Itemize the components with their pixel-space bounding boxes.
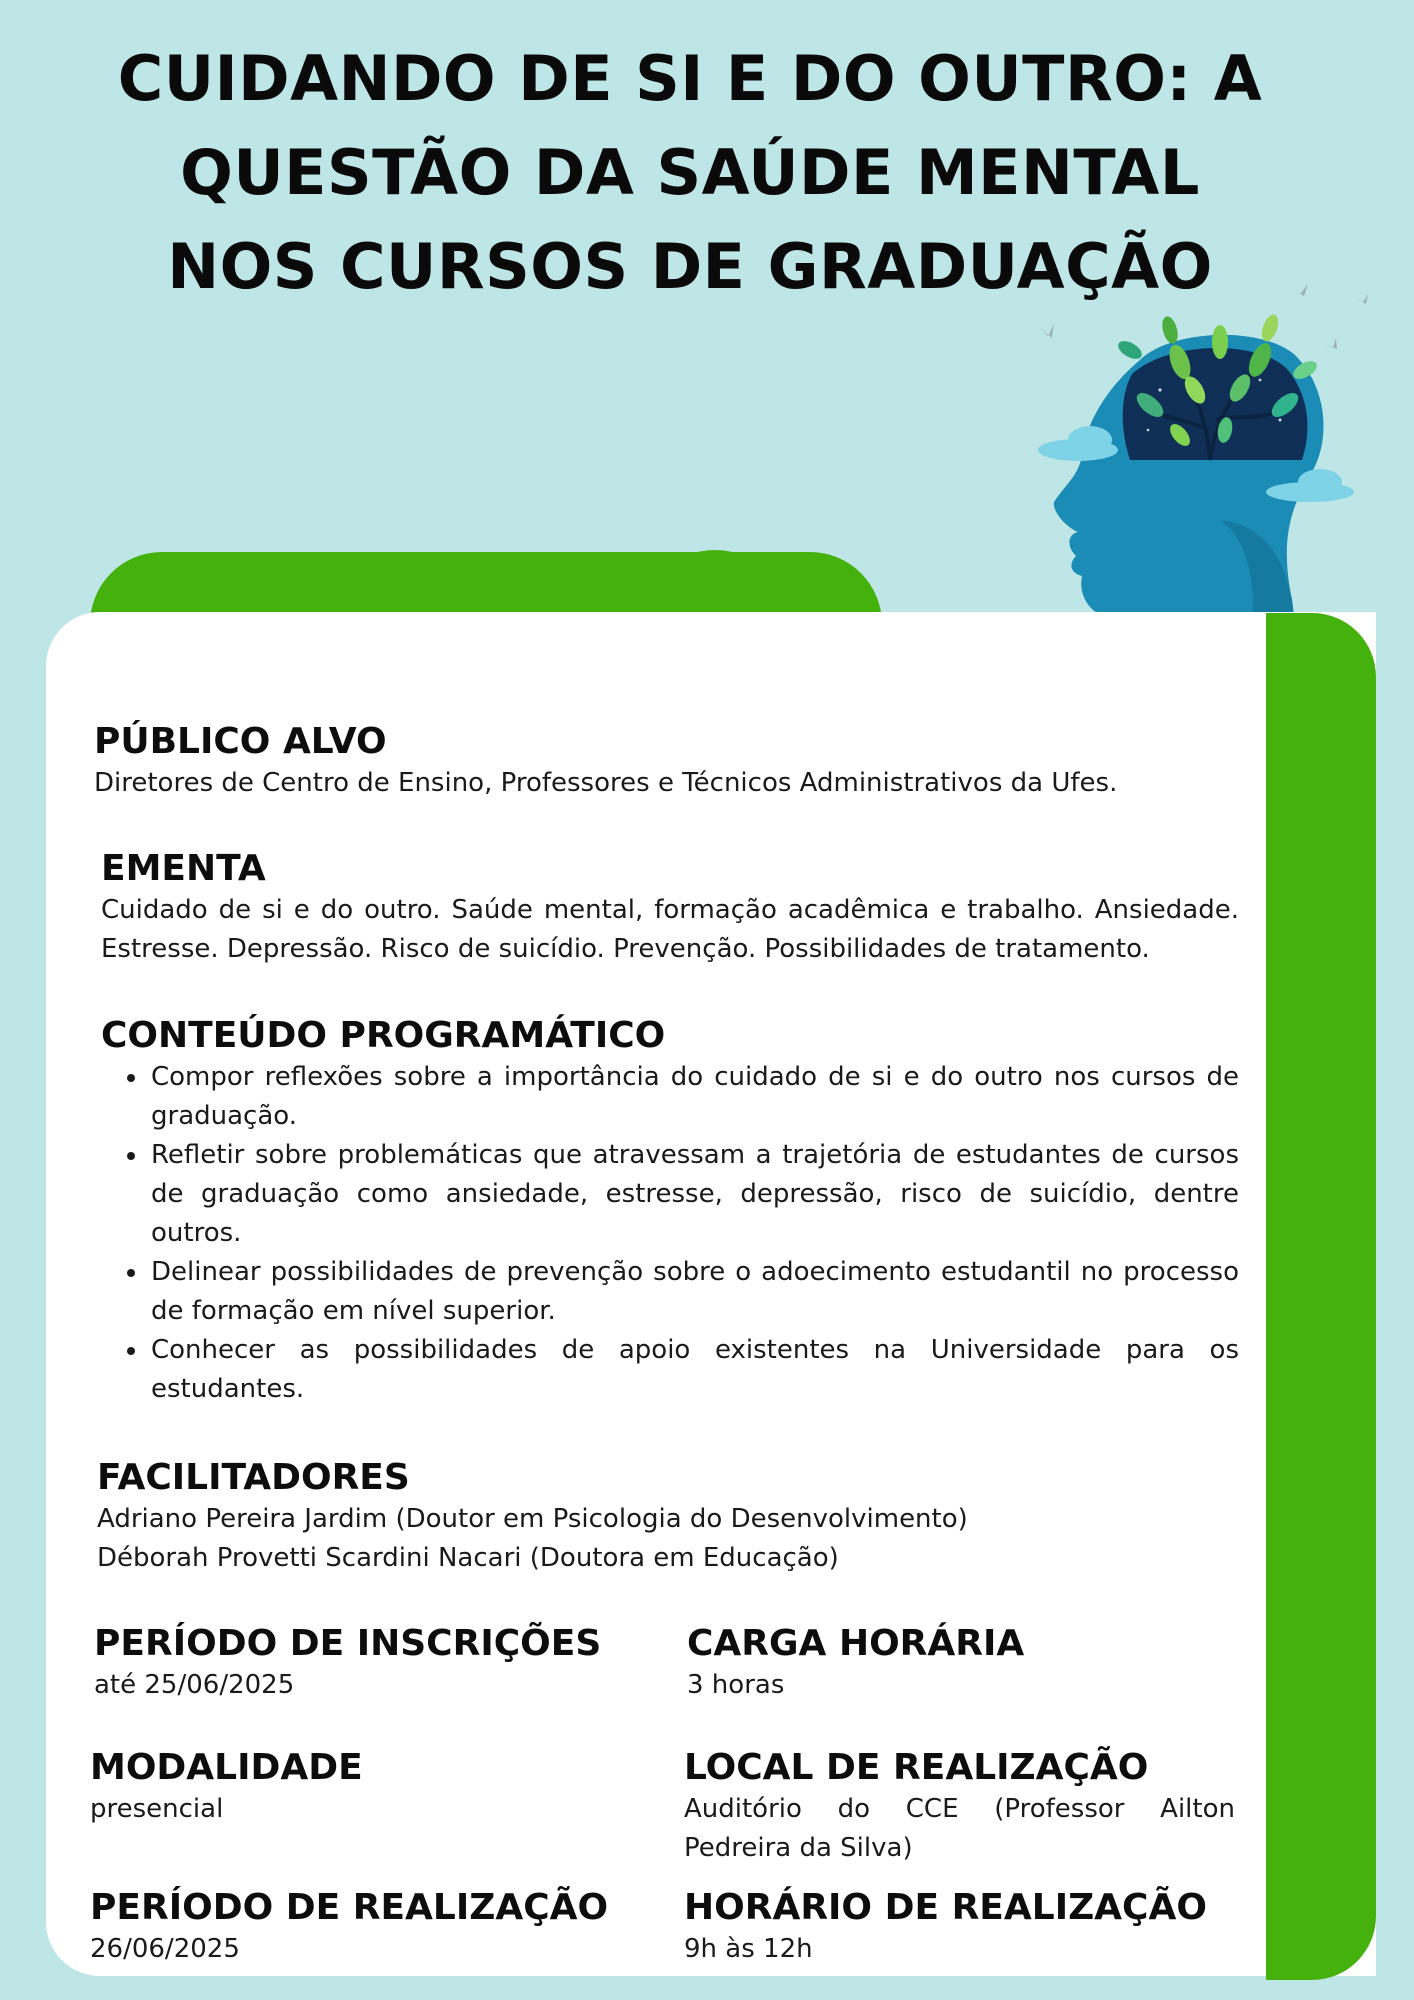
section-carga-horaria <box>687 1622 1237 1705</box>
facilitador-1: Adriano Pereira Jardim (Doutor em Psicologia do Desenvolvimento) <box>97 1504 968 1534</box>
section-facilitadores <box>97 1456 1237 1578</box>
publico-alvo-heading: PÚBLICO ALVO <box>94 721 387 762</box>
carga-horaria-heading: CARGA HORÁRIA <box>687 1623 1025 1664</box>
list-item: • Delinear possibilidades de prevenção sobre o adoecimento estudantil no processo de formação em nível superior. <box>149 1253 1239 1331</box>
section-conteudo-programatico <box>101 1014 1239 1409</box>
facilitador-2: Déborah Provetti Scardini Nacari (Doutora em Educação) <box>97 1543 839 1573</box>
section-modalidade <box>90 1746 650 1829</box>
section-ementa <box>101 847 1239 969</box>
section-periodo-inscricoes <box>94 1622 654 1705</box>
section-local-realizacao <box>684 1746 1235 1868</box>
horario-heading: HORÁRIO DE REALIZAÇÃO <box>684 1887 1207 1928</box>
periodo-inscricoes-heading: PERÍODO DE INSCRIÇÕES <box>94 1623 602 1664</box>
periodo-realizacao-text: 26/06/2025 <box>90 1934 240 1964</box>
publico-alvo-text: Diretores de Centro de Ensino, Professores e Técnicos Administrativos da Ufes. <box>94 768 1118 798</box>
title-line-3: NOS CURSOS DE GRADUAÇÃO <box>167 230 1213 303</box>
list-item: • Compor reflexões sobre a importância do cuidado de si e do outro nos cursos de graduação. <box>149 1058 1239 1136</box>
conteudo-heading: CONTEÚDO PROGRAMÁTICO <box>101 1015 666 1056</box>
list-item: • Refletir sobre problemáticas que atravessam a trajetória de estudantes de cursos de graduação como ansiedade, estresse, depressão, risco de suicídio, dentre outros. <box>149 1136 1239 1253</box>
local-heading: LOCAL DE REALIZAÇÃO <box>684 1747 1149 1788</box>
ementa-text: Cuidado de si e do outro. Saúde mental, formação acadêmica e trabalho. Ansiedade. Estresse. Depressão. Risco de suicídio. Prevenção. Possibilidades de tratamento. <box>101 895 1239 964</box>
modalidade-text: presencial <box>90 1794 224 1824</box>
periodo-inscricoes-text: até 25/06/2025 <box>94 1670 295 1700</box>
title-line-2: QUESTÃO DA SAÚDE MENTAL <box>180 136 1200 209</box>
modalidade-heading: MODALIDADE <box>90 1747 363 1788</box>
carga-horaria-text: 3 horas <box>687 1670 785 1700</box>
list-item: • Conhecer as possibilidades de apoio existentes na Universidade para os estudantes. <box>149 1331 1239 1409</box>
facilitadores-heading: FACILITADORES <box>97 1457 410 1498</box>
title-line-1: CUIDANDO DE SI E DO OUTRO: A <box>117 42 1263 115</box>
conteudo-list <box>101 1058 1239 1409</box>
local-text: Auditório do CCE (Professor Ailton Pedreira da Silva) <box>684 1794 1235 1863</box>
section-horario-realizacao <box>684 1886 1244 1969</box>
horario-text: 9h às 12h <box>684 1934 813 1964</box>
section-publico-alvo <box>94 720 1244 803</box>
section-periodo-realizacao <box>90 1886 660 1969</box>
periodo-realizacao-heading: PERÍODO DE REALIZAÇÃO <box>90 1887 609 1928</box>
green-side-panel <box>1266 613 1376 1980</box>
ementa-heading: EMENTA <box>101 848 266 889</box>
